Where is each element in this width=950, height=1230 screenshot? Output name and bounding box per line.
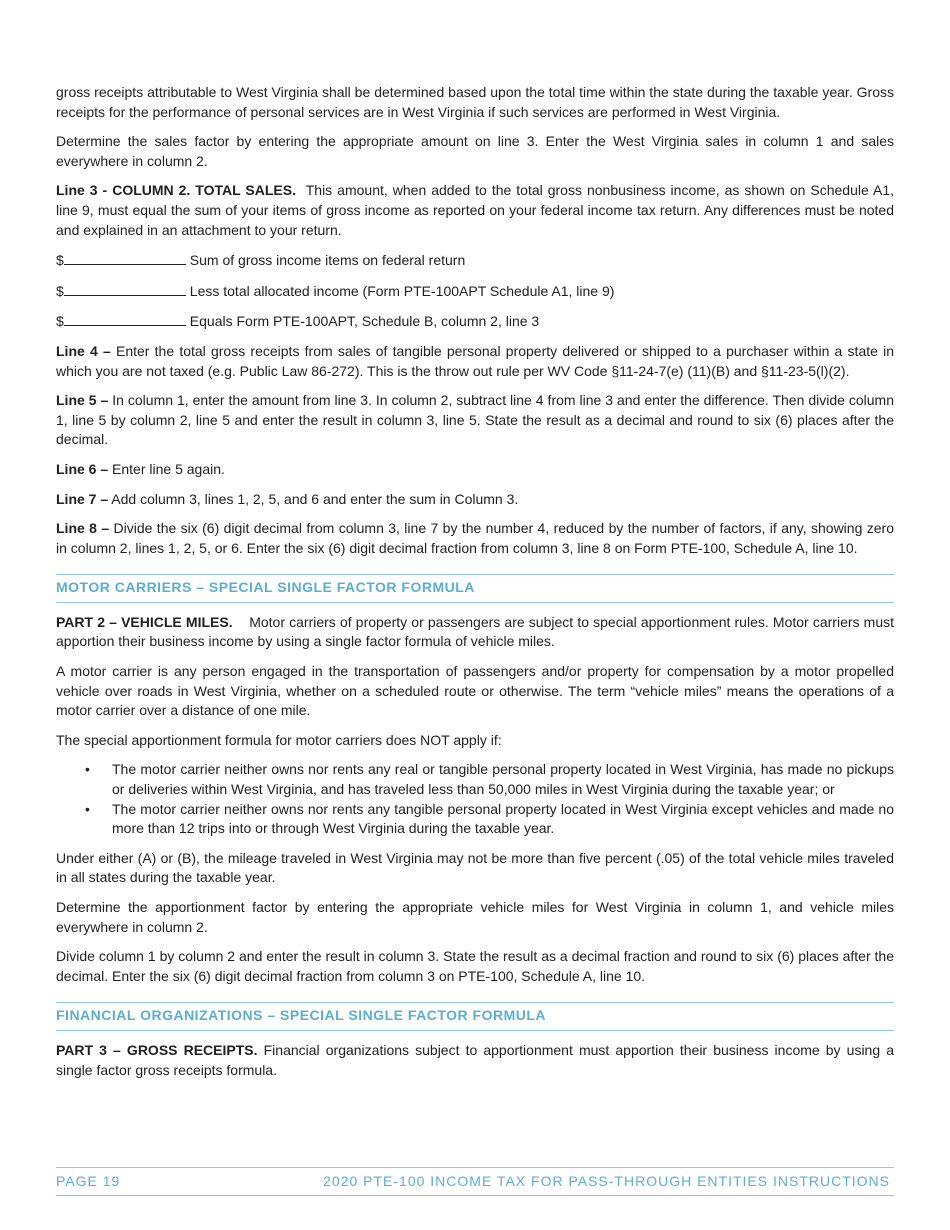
line-7-instructions bbox=[56, 490, 894, 510]
exemption-list bbox=[56, 760, 894, 838]
worksheet-row bbox=[56, 311, 894, 332]
document-title: 2020 PTE-100 INCOME TAX FOR PASS-THROUGH ENTITIES INSTRUCTIONS bbox=[323, 1173, 890, 1189]
divide-paragraph: Divide column 1 by column 2 and enter the result in column 3. State the result as a decimal fraction and round to six (6) places after the decimal. Enter the six (6) digit decimal fraction from column 3 on PTE-100, Schedule A, line 10. bbox=[56, 948, 894, 984]
part-3-text: Financial organizations subject to apportionment must apportion their business income by using a single factor gross receipts formula. bbox=[56, 1041, 895, 1078]
currency-sign: $ bbox=[56, 313, 64, 330]
part-2-label: PART 2 – VEHICLE MILES. bbox=[56, 613, 233, 630]
line-text: Enter line 5 again. bbox=[112, 460, 225, 477]
worksheet-row bbox=[56, 250, 894, 271]
currency-sign: $ bbox=[56, 252, 64, 269]
intro-paragraph-2: Determine the sales factor by entering the appropriate amount on line 3. Enter the West Virginia sales in column 1 and sales everywhere in column 2. bbox=[56, 133, 894, 169]
line-3-instructions bbox=[56, 181, 894, 240]
amount-blank[interactable] bbox=[64, 311, 186, 326]
intro-paragraph-1: gross receipts attributable to West Virginia shall be determined based upon the total time within the state during the taxable year. Gross receipts for the performance of personal services are in West Virginia if such services are performed in West Virginia. bbox=[56, 84, 894, 120]
line-text: In column 1, enter the amount from line 3. In column 2, subtract line 4 from line 3 and enter the difference. Then divide column 1, line 5 by column 2, line 5 and enter the result in column 3, line 5. State the result as a decimal and round to six (6) places after the decimal. bbox=[56, 392, 895, 448]
amount-blank[interactable] bbox=[64, 281, 186, 296]
part-3-instructions bbox=[56, 1041, 894, 1080]
line-label: Line 7 – bbox=[56, 490, 109, 507]
page-footer bbox=[56, 1167, 894, 1196]
motor-carriers-heading: MOTOR CARRIERS – SPECIAL SINGLE FACTOR FORMULA bbox=[56, 574, 894, 603]
line-label: Line 4 – bbox=[56, 342, 111, 359]
mileage-limit-paragraph: Under either (A) or (B), the mileage traveled in West Virginia may not be more than five percent (.05) of the total vehicle miles traveled in all states during the taxable year. bbox=[56, 849, 894, 886]
document-page bbox=[56, 83, 894, 1090]
part-2-instructions bbox=[56, 613, 894, 652]
amount-blank[interactable] bbox=[64, 250, 186, 265]
worksheet-row-label: Sum of gross income items on federal return bbox=[189, 252, 466, 269]
worksheet-row bbox=[56, 281, 894, 302]
line-3-label: Line 3 - COLUMN 2. TOTAL SALES. bbox=[56, 182, 296, 199]
financial-organizations-heading: FINANCIAL ORGANIZATIONS – SPECIAL SINGLE FACTOR FORMULA bbox=[56, 1002, 894, 1031]
list-item: • The motor carrier neither owns nor rents any real or tangible personal property located in West Virginia, has made no pickups or deliveries within West Virginia, and has traveled less than 50,000 miles in West Virginia during the taxable year; or bbox=[112, 760, 894, 799]
list-item: • The motor carrier neither owns nor rents any tangible personal property located in West Virginia except vehicles and made no more than 12 trips into or through West Virginia during the taxable year. bbox=[112, 800, 894, 839]
line-8-instructions bbox=[56, 519, 894, 558]
page-number: PAGE 19 bbox=[56, 1173, 121, 1189]
worksheet-row-label: Less total allocated income (Form PTE-100APT Schedule A1, line 9) bbox=[189, 282, 615, 299]
worksheet-row-label: Equals Form PTE-100APT, Schedule B, column 2, line 3 bbox=[189, 313, 540, 330]
line-text: Divide the six (6) digit decimal from column 3, line 7 by the number 4, reduced by the number of factors, if any, showing zero in column 2, lines 1, 2, 5, or 6. Enter the six (6) digit decimal fraction from column 3, line 8 on Form PTE-100, Schedule A, line 10. bbox=[56, 520, 894, 556]
line-label: Line 6 – bbox=[56, 460, 109, 477]
part-3-label: PART 3 – GROSS RECEIPTS. bbox=[56, 1041, 258, 1058]
line-4-instructions bbox=[56, 342, 894, 381]
line-6-instructions bbox=[56, 460, 894, 480]
line-text: Enter the total gross receipts from sales of tangible personal property delivered or shipped to a purchaser within a state in which you are not taxed (e.g. Public Law 86-272). This is the throw out rule per WV Code §11-24-7(e) (11)(B) and §11-23-5(l)(2). bbox=[56, 342, 895, 379]
line-label: Line 5 – bbox=[56, 392, 109, 409]
motor-carrier-definition: A motor carrier is any person engaged in the transportation of passengers and/or property for compensation by a motor propelled vehicle over roads in West Virginia, whether on a scheduled route or otherwise. The term “vehicle miles” means the operations of a motor carrier over a distance of one mile. bbox=[56, 663, 894, 719]
line-text: Add column 3, lines 1, 2, 5, and 6 and enter the sum in Column 3. bbox=[111, 490, 519, 507]
not-apply-intro: The special apportionment formula for motor carriers does NOT apply if: bbox=[56, 731, 502, 748]
line-label: Line 8 – bbox=[56, 520, 110, 537]
part-2-text: Motor carriers of property or passengers are subject to special apportionment rules. Motor carriers must apportion their business income by using a single factor formula of vehicle miles. bbox=[56, 613, 895, 650]
line-5-instructions bbox=[56, 391, 894, 450]
currency-sign: $ bbox=[56, 282, 64, 299]
apportionment-factor-paragraph: Determine the apportionment factor by entering the appropriate vehicle miles for West Virginia in column 1, and vehicle miles everywhere in column 2. bbox=[56, 899, 894, 935]
line-3-text: This amount, when added to the total gross nonbusiness income, as shown on Schedule A1, line 9, must equal the sum of your items of gross income as reported on your federal income tax return. Any differences must be noted and explained in an attachment to your return. bbox=[56, 182, 894, 238]
